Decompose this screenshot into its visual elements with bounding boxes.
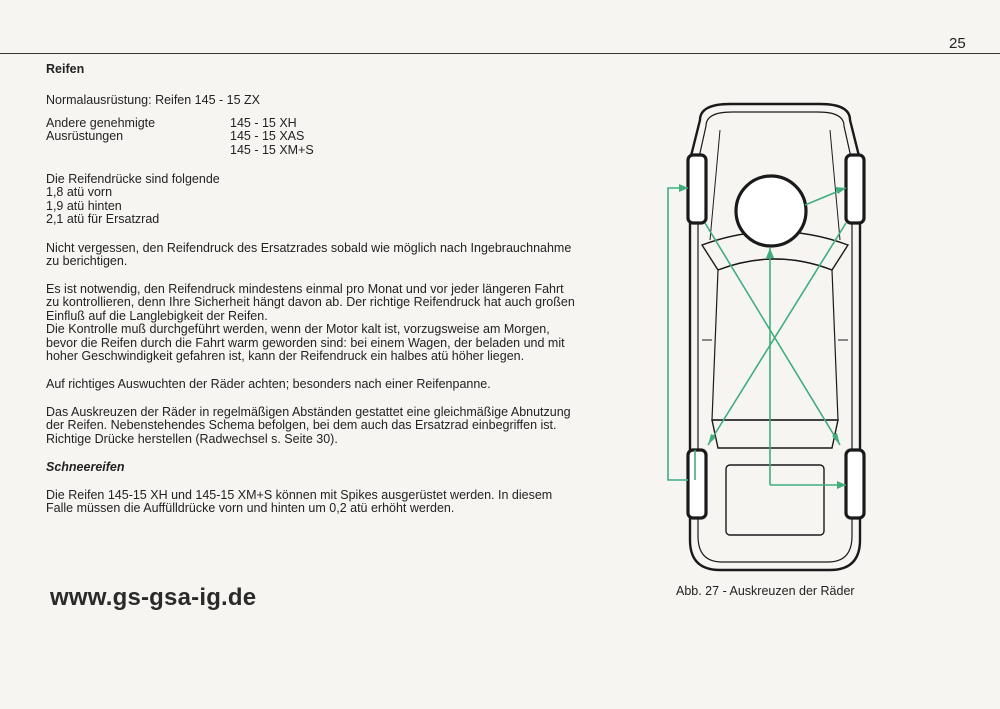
rotation-arrow — [668, 188, 688, 480]
website-watermark: www.gs-gsa-ig.de — [50, 584, 257, 611]
standard-equipment: Normalausrüstung: Reifen 145 - 15 ZX — [46, 93, 260, 107]
wheel-rotation-diagram — [660, 100, 890, 580]
approved-tire-list — [230, 117, 314, 157]
wheel-front-right — [846, 155, 864, 223]
approved-tire: 145 - 15 XAS — [230, 129, 305, 144]
header-rule — [0, 53, 1000, 54]
paragraph-snow-tires: Die Reifen 145-15 XH und 145-15 XM+S können mit Spikes ausgerüstet werden. In diesem Falle müssen die Auffülldrücke vorn und hinten um 0,2 atü erhöht werden. — [46, 488, 553, 516]
rotation-arrow — [708, 223, 846, 445]
rear-window — [712, 420, 838, 448]
paragraph-pressure-check: Es ist notwendig, den Reifendruck mindestens einmal pro Monat und vor jeder längeren Fahrt zu kontrollieren, denn Ihre Sicherheit hängt davon ab. Der richtige Reifendruck hat auch großen Einfluß auf die Langlebigkeit der Reifen. Die Kontrolle muß durchgeführt werden, wenn der Motor kalt ist, vorzugsweise am Morgen, bevor die Reifen durch die Fahrt warm geworden sind: bei einem Wagen, der beladen und mit hoher Geschwindigkeit gefahren ist, kann der Reifendruck ein halbes atü höher liegen. — [46, 282, 575, 364]
section-heading: Reifen — [46, 62, 85, 76]
figure-caption: Abb. 27 - Auskreuzen der Räder — [676, 584, 855, 598]
paragraph-rotation: Das Auskreuzen der Räder in regelmäßigen Abständen gestattet eine gleichmäßige Abnutzung der Reifen. Nebenstehendes Schema befolgen, bei dem auch das Ersatzrad einbegriffen ist. Richtige Drücke herstellen (Radwechsel s. Seite 30). — [46, 405, 571, 446]
subheading-snow-tires: Schneereifen — [46, 460, 125, 474]
page-number: 25 — [949, 35, 966, 52]
trunk-lid — [726, 465, 824, 535]
spare-wheel — [736, 176, 806, 246]
approved-tire: 145 - 15 XM+S — [230, 142, 314, 157]
paragraph-balancing: Auf richtiges Auswuchten der Räder achten; besonders nach einer Reifenpanne. — [46, 377, 491, 391]
wheel-rear-right — [846, 450, 864, 518]
arrow-head — [835, 187, 846, 194]
paragraph-spare-tire: Nicht vergessen, den Reifendruck des Ersatzrades sobald wie möglich nach Ingebrauchnahme zu berichtigen. — [46, 241, 572, 269]
approved-label: Andere genehmigte Ausrüstungen — [46, 116, 156, 144]
pressure-list: Die Reifendrücke sind folgende 1,8 atü vorn 1,9 atü hinten 2,1 atü für Ersatzrad — [46, 172, 220, 227]
hood-line — [830, 130, 840, 240]
hood-line — [710, 130, 720, 240]
arrow-head — [766, 248, 774, 258]
wheel-front-left — [688, 155, 706, 223]
approved-tire: 145 - 15 XH — [230, 116, 297, 130]
wheel-rear-left — [688, 450, 706, 518]
